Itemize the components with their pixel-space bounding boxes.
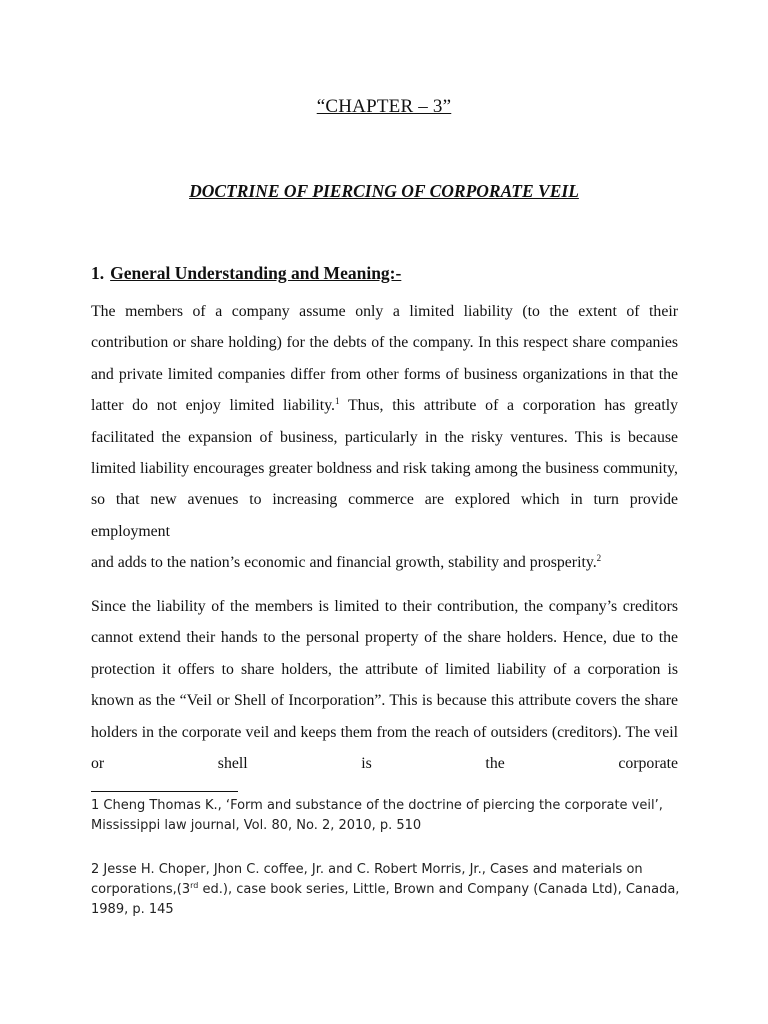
- paragraph-1-text-a: The members of a company assume only a limited liability (to the extent of their contribution or share holding) for the debts of the company. In this respect share companies and private limited companies differ from other forms of business organizations in that the latter do not enjoy limited liability.: [91, 303, 678, 415]
- section-heading: [91, 263, 401, 284]
- paragraph-1-text-b: Thus, this attribute of a corporation has greatly facilitated the expansion of business, particularly in the risky ventures. This is because limited liability encourages greater boldness and risk taking among the business community, so that new avenues to increasing commerce are explored which in turn provide employment: [91, 397, 678, 540]
- document-title: DOCTRINE OF PIERCING OF CORPORATE VEIL: [189, 181, 579, 201]
- footnote-2-text-a: 2 Jesse H. Choper, Jhon C. coffee, Jr. and C. Robert Morris, Jr., Cases and materials on corporations,(3: [91, 862, 643, 897]
- footnote-2: [91, 860, 681, 920]
- footnote-ref-2: 2: [596, 553, 602, 564]
- footnote-ref-1: 1: [335, 396, 340, 407]
- footnote-1: 1 Cheng Thomas K., ‘Form and substance of the doctrine of piercing the corporate veil’, Mississippi law journal, Vol. 80, No. 2, 2010, p. 510: [91, 798, 663, 833]
- paragraph-2: Since the liability of the members is limited to their contribution, the company’s creditors cannot extend their hands to the personal property of the share holders. Hence, due to the protection it offers to share holders, the attribute of limited liability of a corporation is known as the “Veil or Shell of Incorporation”. This is because this attribute covers the share holders in the corporate veil and keeps them from the reach of outsiders (creditors). The veil or shell is the corporate: [91, 598, 678, 773]
- footnote-2-text-b: ed.), case book series, Little, Brown and Company (Canada Ltd), Canada, 1989, p. 145: [91, 882, 680, 917]
- footnote-2-superscript: rd: [190, 881, 199, 890]
- footnote-separator: [91, 791, 238, 792]
- chapter-heading: “CHAPTER – 3”: [316, 96, 452, 117]
- paragraph-1: [91, 296, 678, 579]
- paragraph-1-text-c: and adds to the nation’s economic and financial growth, stability and prosperity.: [91, 554, 597, 572]
- paragraph-1-last-line: [91, 547, 678, 578]
- section-title: General Understanding and Meaning:-: [110, 263, 402, 283]
- section-number: 1.: [91, 263, 105, 283]
